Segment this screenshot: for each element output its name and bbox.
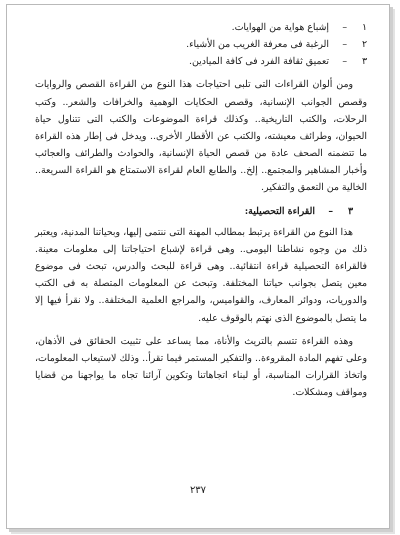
- list-item-dash: –: [342, 22, 347, 33]
- body-paragraph: ومن ألوان القراءات التى تلبى احتياجات هذا النوع من القراءة القصص والروايات وقصص الجوانب الإنسانية، وقصص الحكايات الوهمية والخرافات والشعر.. وكتب الرحلات، والكتب التاريخية.. وكذلك قراءة الموضوعات والكتب التى تتناول حياة الحيوان، وطرائف معيشته، والكتب عن الأقطار الأخرى.. ويدخل فى إطار هذه القراءة ما تتضمنه الصحف عادة من قصص الحياة الإنسانية، والحوادث والطرائف والعجائب وأخبار المشاهير والمجتمع.. إلخ.. والطابع العام لقراءة الاستمتاع هو القراءة السريعة.. الخالية من التعمق والتفكير.: [35, 79, 367, 194]
- section-number: ٣: [347, 205, 353, 217]
- section-title: القراءة التحصيلية:: [244, 205, 315, 217]
- section-dash: –: [328, 205, 333, 217]
- list-item: [35, 19, 367, 36]
- page-content: [35, 19, 367, 401]
- list-item-text: تعميق ثقافة الفرد فى كافة الميادين.: [189, 56, 329, 68]
- list-item: [35, 53, 367, 70]
- list-item-number: ٣: [361, 56, 367, 68]
- list-item-dash: –: [342, 56, 347, 68]
- section-heading: [35, 203, 367, 220]
- page-number: ٢٣٧: [189, 485, 207, 496]
- list-item-text: الرغبة فى معرفة الغريب من الأشياء.: [186, 39, 329, 51]
- body-paragraph: هذا النوع من القراءة يرتبط بمطالب المهنة التى ننتمى إليها، وبحياتنا المدنية، ويعتبر ذلك من وجوه نشاطنا اليومى.. وهى قراءة لإشباع احتياجاتنا إلى معلومات معينة. فالقراءة التحصيلية قراءة انتقائية.. وهى قراءة للبحث والدرس، تبحث فى موضوع معين يتصل بجوانب حياتنا المختلفة. وتبحث عن المعلومات المتصلة به فى الكتب والدوريات، ودوائر المعارف، والقواميس، والمراجع العلمية المختلفة.. ولا نقرأ فيها إلا ما يتصل بالموضوع الذى نهتم بالوقوف عليه.: [35, 226, 367, 324]
- page-frame: [6, 4, 390, 529]
- list-item-dash: –: [342, 39, 347, 51]
- list-item-number: ١: [361, 22, 367, 33]
- list-item-number: ٢: [361, 39, 367, 51]
- body-paragraph: وهذه القراءة تتسم بالتريث والأناة، مما يساعد على تثبيت الحقائق فى الأذهان، وعلى تفهم المادة المقروءة.. والتفكير المستمر فيما تقرأ.. وذلك لاستيعاب المعلومات، واتخاذ القرارات المناسبة، أو لبناء اتجاهاتنا وتكوين آرائنا تجاه ما يواجهنا من قضايا ومواقف ومشكلات.: [35, 335, 367, 399]
- list-item: [35, 36, 367, 53]
- list-item-text: إشباع هواية من الهوايات.: [231, 22, 329, 33]
